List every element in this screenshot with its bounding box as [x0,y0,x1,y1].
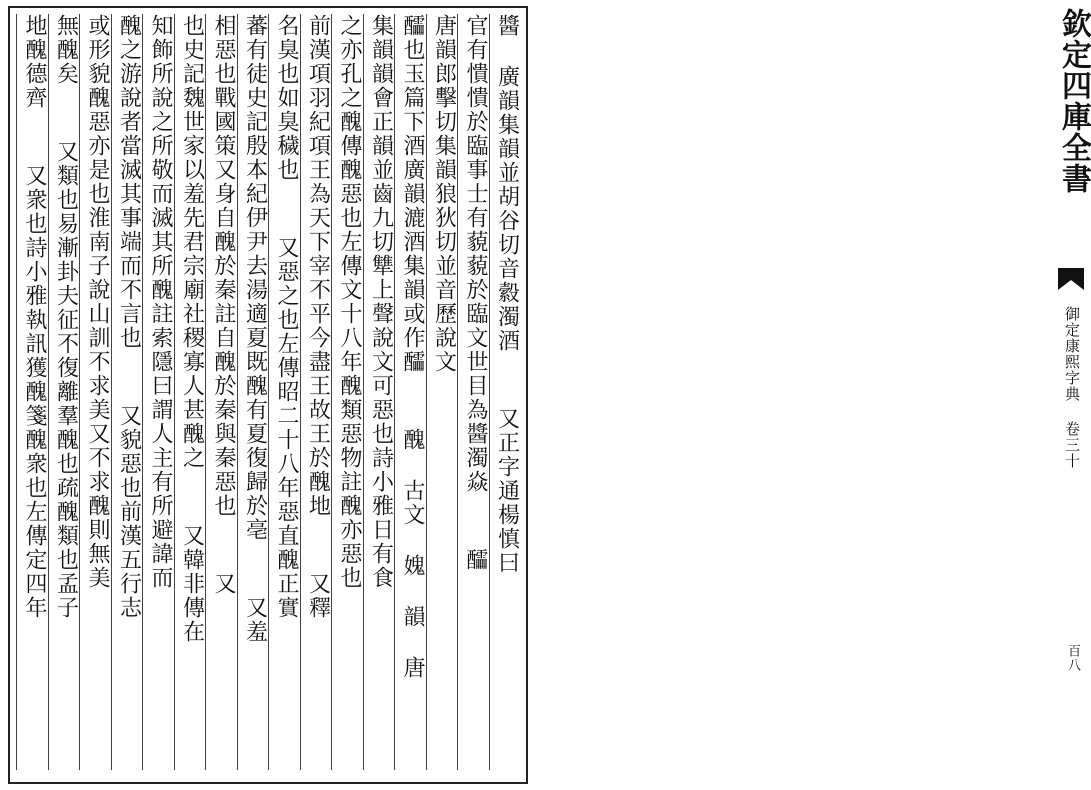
text-column [174,14,206,770]
text-column [363,14,395,770]
text-column [268,14,300,770]
fishtail-mark-icon [1056,268,1086,290]
text-column [16,14,48,770]
column-text: 名臭也如臭穢也 又惡之也左傳昭二十八年惡直醜正實 [274,14,299,620]
text-column [48,14,80,770]
text-column [457,14,489,770]
column-text: 醜之游說者當滅其事端而不言也 又貌惡也前漢五行志 [116,14,142,620]
text-column [394,14,426,770]
page-number: 百八 [1065,644,1080,672]
text-column [489,14,521,770]
column-text: 也史記魏世家以羞先君宗廟社稷寡人甚醜之 又韓非傳在 [179,14,205,644]
column-text: 無醜矣 又類也易漸卦夫征不復離羣醜也疏醜類也孟子 [53,14,79,620]
text-column [111,14,143,770]
text-column [79,14,111,770]
column-text: 相惡也戰國策又身自醜於秦註自醜於秦與秦惡也 又 [211,14,236,596]
column-text: 官有憒憒於臨事士有藐藐於臨文世目為醬濁焱 醽 [463,14,488,572]
column-text: 前漢項羽紀項王為天下宰不平今盡王故王於醜地 又釋 [305,14,331,620]
text-column [300,14,332,770]
text-column [142,14,174,770]
column-text: 或形貌醜惡亦是也淮南子說山訓不求美又不求醜則無美 [85,14,110,590]
column-text: 集韻韻會正韻並齒九切犨上聲說文可惡也詩小雅日有食 [368,14,394,590]
text-column [205,14,237,770]
column-text: 知飾所說之所敬而滅其所醜註索隱曰謂人主有所避諱而 [148,14,173,590]
column-text: 地醜德齊 又衆也詩小雅執訊獲醜箋醜衆也左傳定四年 [22,14,47,620]
column-text: 醬 廣韻集韻並胡谷切音縠濁酒 又正字通楊慎曰 [494,14,520,575]
column-text: 蕃有徒史記殷本紀伊尹去湯適夏既醜有夏復歸於亳 又羞 [242,14,268,644]
column-text: 之亦孔之醜傳醜惡也左傳文十八年醜類惡物註醜亦惡也 [337,14,362,590]
column-text: 醽也玉篇下酒廣韻漉酒集韻或作醽 醜 古文 媿 韻 唐 [400,14,425,680]
column-text: 唐韻郎擊切集韻狼狄切並音歷說文 [431,14,457,374]
page-margin [528,0,1091,790]
series-title: 欽定四庫全書 [1056,8,1091,194]
volume-label: 御定康熙字典 卷三十 [1063,306,1081,469]
text-column [237,14,269,770]
text-column [426,14,458,770]
text-column [331,14,363,770]
